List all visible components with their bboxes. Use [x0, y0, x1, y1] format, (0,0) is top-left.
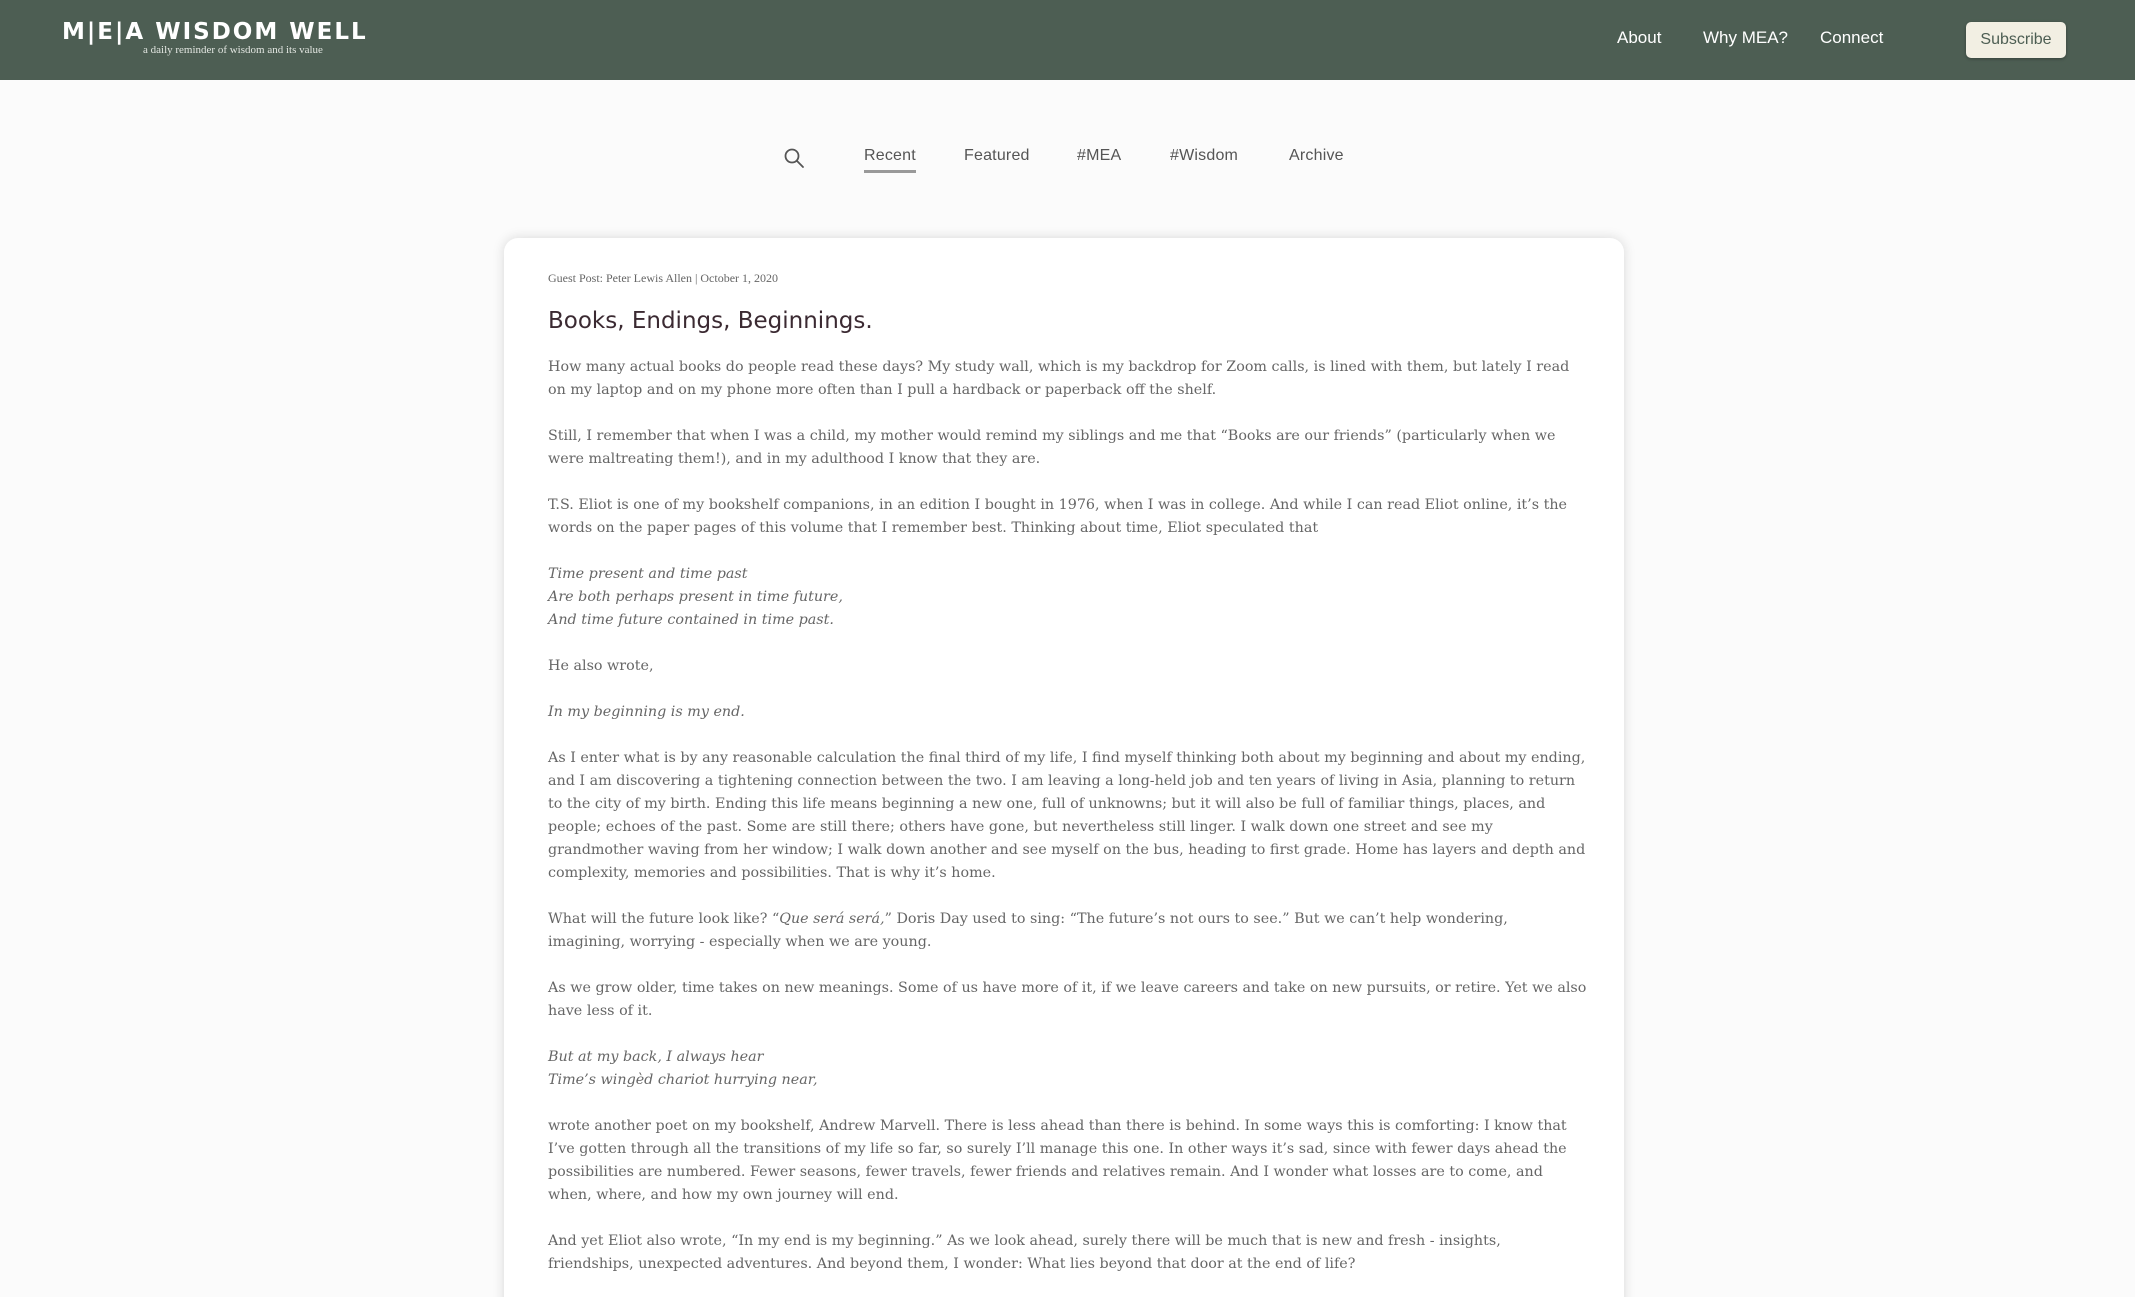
post-paragraph: And yet Eliot also wrote, “In my end is my beginning.” As we look ahead, surely there will be much that is new and fresh - insights, friendships, unexpected adventures. And beyond them, I wonder: What lies beyond that door at the end of life? [548, 1233, 1501, 1272]
post-paragraph: Still, I remember that when I was a child, my mother would remind my siblings and me that “Books are our friends” (particularly when we were maltreating them!), and in my adulthood I know that they are. [548, 428, 1556, 467]
post-paragraph: As we grow older, time takes on new meanings. Some of us have more of it, if we leave careers and take on new pursuits, or retire. Yet we also have less of it. [548, 980, 1587, 1019]
post-byline: Guest Post: Peter Lewis Allen | October 1, 2020 [548, 271, 779, 285]
poem-line: Time present and time past [548, 566, 748, 582]
poem-line: But at my back, I always hear [548, 1049, 764, 1065]
post-title: Books, Endings, Beginnings. [548, 308, 873, 334]
post-card [504, 238, 1624, 1297]
search-icon[interactable] [783, 147, 805, 169]
poem-line: And time future contained in time past. [548, 612, 834, 628]
post-paragraph [548, 908, 1588, 954]
poem-line: Are both perhaps present in time future, [548, 589, 843, 605]
poem-quote [548, 1046, 1588, 1092]
logo-wordmark: M|E|A WISDOM WELL [62, 19, 368, 45]
subscribe-button[interactable]: Subscribe [1966, 22, 2066, 58]
nav-why-mea-link[interactable]: Why MEA? [1703, 28, 1789, 47]
post-body [548, 356, 1588, 1297]
poem-line: In my beginning is my end. [548, 704, 745, 720]
song-title: Que será será, [779, 911, 885, 927]
site-logo[interactable] [62, 19, 368, 56]
nav-connect-link[interactable]: Connect [1820, 28, 1884, 47]
text-fragment: What will the future look like? “ [548, 911, 780, 927]
tab-archive[interactable]: Archive [1289, 147, 1344, 164]
post-paragraph: As I enter what is by any reasonable calculation the final third of my life, I find myself thinking both about my beginning and about my ending, and I am discovering a tightening connection between the two. I am leaving a long-held job and ten years of living in Asia, planning to return to the city of my birth. Ending this life means beginning a new one, full of unknowns; but it will also be full of familiar things, places, and people; echoes of the past. Some are still there; others have gone, but nevertheless still linger. I walk down one street and see my grandmother waving from her window; I walk down another and see myself on the bus, heading to first grade. Home has layers and depth and complexity, memories and possibilities. That is why it’s home. [548, 750, 1586, 881]
poem-quote [548, 701, 1588, 724]
logo-tagline: a daily reminder of wisdom and its value [143, 44, 323, 56]
tab-featured[interactable]: Featured [964, 147, 1030, 164]
post-paragraph: T.S. Eliot is one of my bookshelf companions, in an edition I bought in 1976, when I was in college. And while I can read Eliot online, it’s the words on the paper pages of this volume that I remember best. Thinking about time, Eliot speculated that [548, 497, 1568, 536]
tab-recent[interactable]: Recent [864, 147, 916, 173]
poem-quote [548, 563, 1588, 632]
post-paragraph: He also wrote, [548, 658, 654, 674]
post-paragraph: wrote another poet on my bookshelf, Andrew Marvell. There is less ahead than there is behind. In some ways this is comforting: I know that I’ve gotten through all the transitions of my life so far, so surely I’ll manage this one. In other ways it’s sad, since with fewer days ahead the possibilities are numbered. Fewer seasons, fewer travels, fewer friends and relatives remain. And I wonder what losses are to come, and when, where, and how my own journey will end. [548, 1118, 1567, 1203]
tab-wisdom[interactable]: #Wisdom [1170, 147, 1239, 164]
tab-mea[interactable]: #MEA [1077, 147, 1122, 164]
post-paragraph: How many actual books do people read these days? My study wall, which is my backdrop for Zoom calls, is lined with them, but lately I read on my laptop and on my phone more often than I pull a hardback or paperback off the shelf. [548, 359, 1570, 398]
top-navigation-bar [0, 0, 2135, 80]
poem-line: Time’s wingèd chariot hurrying near, [548, 1072, 818, 1088]
nav-about-link[interactable]: About [1617, 28, 1662, 47]
text-fragment: ” Doris Day used to sing: “The future’s not ours to see.” But we can’t help wondering, imagining, worrying - especially when we are young. [548, 911, 1508, 950]
